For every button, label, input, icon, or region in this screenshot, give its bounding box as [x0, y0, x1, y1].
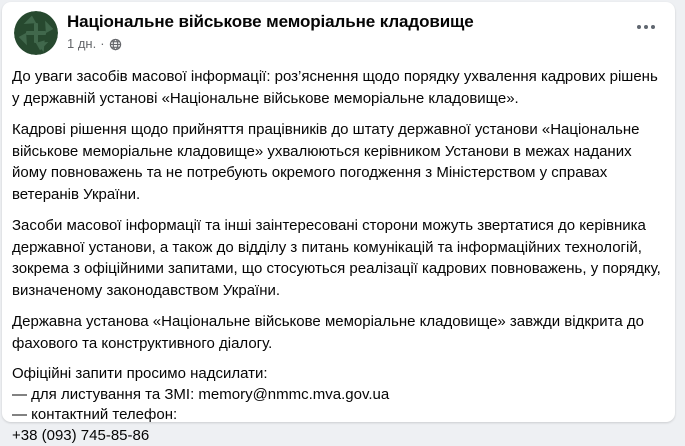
contact-email-line: — для листування та ЗМІ: memory@nmmc.mva.gov.ua: [12, 385, 663, 406]
page-name-link[interactable]: Національне військове меморіальне кладовище: [67, 11, 631, 33]
facebook-post-card: [2, 2, 675, 422]
dot-icon: [637, 25, 641, 29]
meta-separator: ·: [100, 35, 104, 52]
post-paragraph: Засоби масової інформації та інші заінтересовані сторони можуть звертатися до керівника державної установи, а також до відділу з питань комунікацій та інформаційних технологій, зокрема з офіційними запитами, що стосуються реалізації кадрових повноважень, у порядку, визначеному законодавством України.: [12, 215, 663, 301]
post-meta: [67, 35, 631, 52]
post-timestamp-link[interactable]: 1 дн.: [67, 35, 96, 52]
cemetery-logo-icon: [14, 11, 58, 55]
dot-icon: [644, 25, 648, 29]
contact-phone-number-line: +38 (093) 745-85-86: [12, 426, 663, 446]
globe-public-icon: [109, 38, 122, 51]
dot-icon: [651, 25, 655, 29]
contact-info-block: [12, 364, 663, 446]
post-paragraph: До уваги засобів масової інформації: роз’яснення щодо порядку ухвалення кадрових рішень у державній установі «Національне військове меморіальне кладовище».: [12, 66, 663, 109]
contact-intro-line: Офіційні запити просимо надсилати:: [12, 364, 663, 385]
page-avatar[interactable]: [14, 11, 58, 55]
post-paragraph: Державна установа «Національне військове меморіальне кладовище» завжди відкрита до фахового та конструктивного діалогу.: [12, 311, 663, 354]
post-paragraph: Кадрові рішення щодо прийняття працівників до штату державної установи «Національне військове меморіальне кладовище» ухвалюються керівником Установи в межах наданих йому повноважень та не потребують окремого погодження з Міністерством у справах ветеранів України.: [12, 119, 663, 205]
contact-phone-label-line: — контактний телефон:: [12, 405, 663, 426]
post-header-text: [67, 11, 631, 52]
post-body-text: [2, 66, 675, 446]
post-header: [2, 2, 675, 57]
post-more-options-button[interactable]: [631, 21, 661, 33]
